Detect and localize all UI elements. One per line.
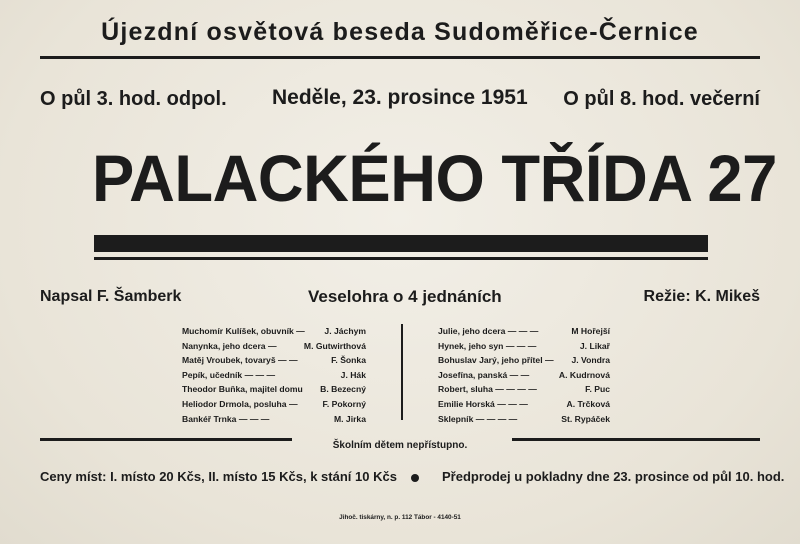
cast-row [182,412,366,427]
cast-role: Robert, sluha — — — — [438,384,537,395]
cast-actor: B. Bezecný [320,384,366,395]
cast-actor: J. Vondra [571,355,610,366]
cast-role: Emilie Horská — — — [438,398,528,409]
cast-actor: M. Jirka [333,413,366,424]
presale-info: Předprodej u pokladny dne 23. prosince od půl 10. hod. [442,469,785,484]
cast-row [438,353,610,368]
cast-role: Muchomír Kulíšek, obuvník — [182,326,305,336]
organizer-heading: Újezdní osvětová beseda Sudoměřice-Černice [101,18,699,46]
play-title: PALACKÉHO TŘÍDA 27 [92,141,777,215]
cast-row [182,353,366,368]
cast-divider [401,324,403,420]
cast-actor: F. Šonka [331,355,366,366]
cast-role: Theodor Buňka, majitel domu [182,384,303,395]
cast-actor: A. Trčková [566,398,610,409]
notice-rule-right [512,438,760,441]
cast-row [438,412,610,427]
cast-role: Bohuslav Jarý, jeho přítel — [438,355,554,366]
cast-actor: J. Hák [340,369,366,380]
cast-actor: St. Rypáček [561,413,610,424]
cast-row [438,382,610,397]
cast-role: Nanynka, jeho dcera — [182,340,277,351]
cast-role: Josefína, panská — — [438,369,530,380]
author-credit: Napsal F. Šamberk [40,288,182,305]
cast-role: Bankéř Trnka — — — [182,413,270,424]
cast-role: Pepík, učedník — — — [182,369,276,380]
title-underline-thin [94,257,708,260]
cast-actor: A. Kudrnová [558,369,610,380]
cast-list-right [438,324,610,426]
ticket-prices: Ceny míst: I. místo 20 Kčs, II. místo 15 Kčs, k stání 10 Kčs [40,469,397,484]
cast-row [438,397,610,412]
cast-actor: J. Likař [579,340,610,351]
title-underline-thick [94,235,708,252]
director-credit: Režie: K. Mikeš [643,288,760,305]
cast-row [182,339,366,354]
cast-row [438,339,610,354]
top-rule [40,56,760,59]
afternoon-time: O půl 3. hod. odpol. [40,88,227,110]
evening-time: O půl 8. hod. večerní [563,88,760,110]
cast-row [438,368,610,383]
cast-actor: F. Puc [585,384,610,395]
printer-imprint: Jihoč. tiskárny, n. p. 112 Tábor - 4140-51 [339,514,461,521]
cast-role: Heliodor Drmola, posluha — [182,398,298,409]
cast-actor: J. Jáchym [324,326,366,336]
cast-row [182,397,366,412]
cast-actor: M Hořejší [571,326,610,336]
cast-row [182,368,366,383]
age-notice: Školním dětem nepřístupno. [332,440,468,451]
performance-date: Neděle, 23. prosince 1951 [272,86,528,109]
cast-role: Julie, jeho dcera — — — [438,326,539,336]
cast-role: Sklepník — — — — [438,413,518,424]
cast-role: Hynek, jeho syn — — — [438,340,537,351]
cast-role: Matěj Vroubek, tovaryš — — [182,355,298,366]
cast-row [438,324,610,339]
cast-list-left [182,324,366,426]
cast-row [182,382,366,397]
cast-actor: M. Gutwirthová [303,340,366,351]
cast-row [182,324,366,339]
cast-actor: F. Pokorný [322,398,366,409]
bullet-separator [411,474,419,482]
genre-line: Veselohra o 4 jednáních [308,287,502,306]
